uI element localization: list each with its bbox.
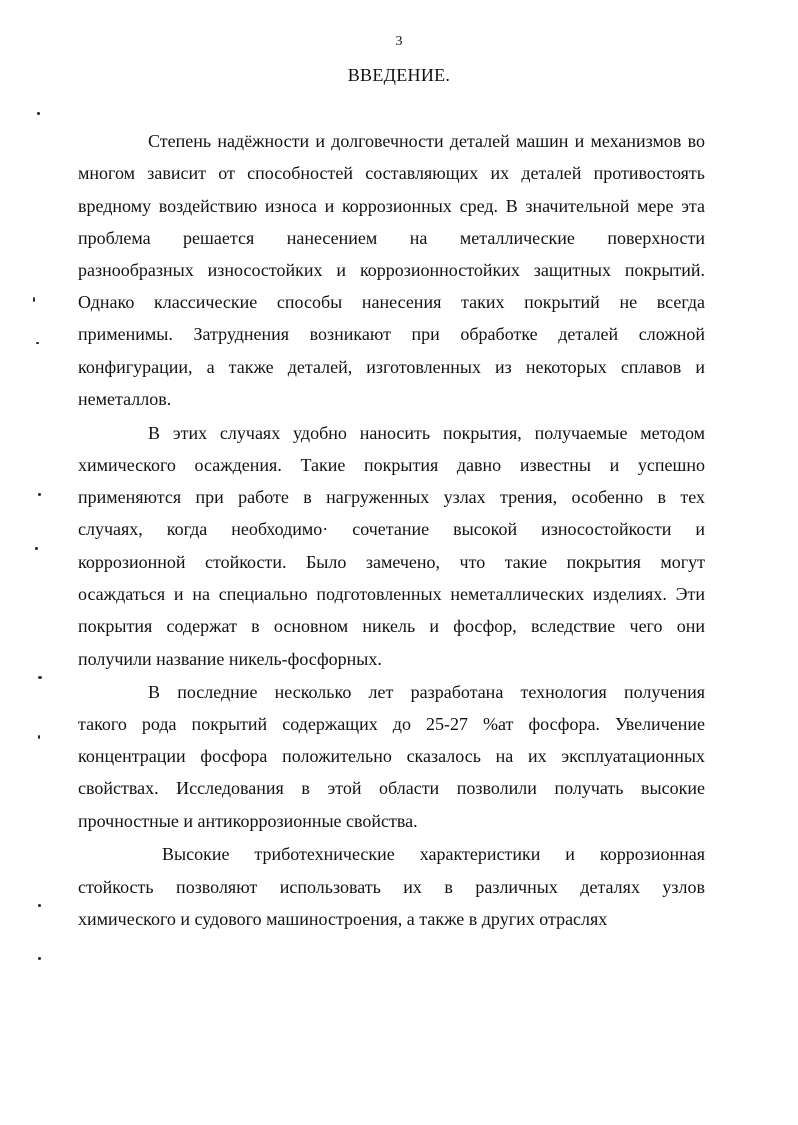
text-line: химического осаждения. Такие покрытия давно известны и успешно bbox=[78, 455, 705, 475]
scan-speck bbox=[38, 735, 40, 739]
text-line: получили название никель-фосфорных. bbox=[78, 649, 382, 669]
text-line: проблема решается нанесением на металлические поверхности bbox=[78, 228, 705, 248]
scan-speck bbox=[37, 112, 40, 115]
text-line: коррозионной стойкости. Было замечено, что такие покрытия могут bbox=[78, 552, 705, 572]
page-title: ВВЕДЕНИЕ. bbox=[347, 65, 451, 85]
text-line: случаях, когда необходимо· сочетание высокой износостойкости и bbox=[78, 519, 705, 539]
scan-speck bbox=[38, 904, 41, 907]
text-line: химического и судового машиностроения, а также в других отраслях bbox=[78, 909, 608, 929]
text-line: применяются при работе в нагруженных узлах трения, особенно в тех bbox=[78, 487, 705, 507]
text-line: Высокие триботехнические характеристики и коррозионная bbox=[162, 844, 705, 864]
text-line: применимы. Затруднения возникают при обработке деталей сложной bbox=[78, 324, 705, 344]
text-line: осаждаться и на специально подготовленных неметаллических изделиях. Эти bbox=[78, 584, 705, 604]
scan-speck bbox=[38, 676, 42, 679]
text-line: такого рода покрытий содержащих до 25-27 %ат фосфора. Увеличение bbox=[78, 714, 705, 734]
text-line: В последние несколько лет разработана технология получения bbox=[148, 682, 705, 702]
text-line: неметаллов. bbox=[78, 389, 172, 409]
text-line: стойкость позволяют использовать их в различных деталях узлов bbox=[78, 877, 705, 897]
text-line: вредному воздействию износа и коррозионных сред. В значительной мере эта bbox=[78, 196, 705, 216]
text-line: свойствах. Исследования в этой области позволили получать высокие bbox=[78, 778, 705, 798]
text-line: прочностные и антикоррозионные свойства. bbox=[78, 811, 418, 831]
text-line: Степень надёжности и долговечности деталей машин и механизмов во bbox=[148, 131, 705, 151]
page-number: 3 bbox=[395, 34, 403, 49]
scan-speck bbox=[38, 957, 41, 960]
scan-speck bbox=[35, 547, 38, 550]
text-line: разнообразных износостойких и коррозионностойких защитных покрытий. bbox=[78, 260, 705, 280]
scan-speck bbox=[38, 493, 41, 496]
text-line: В этих случаях удобно наносить покрытия, получаемые методом bbox=[148, 423, 705, 443]
scan-speck bbox=[33, 297, 35, 302]
text-line: конфигурации, а также деталей, изготовленных из некоторых сплавов и bbox=[78, 357, 705, 377]
scan-speck bbox=[36, 342, 39, 344]
text-line: концентрации фосфора положительно сказалось на их эксплуатационных bbox=[78, 746, 705, 766]
text-line: многом зависит от способностей составляющих их деталей противостоять bbox=[78, 163, 705, 183]
text-line: Однако классические способы нанесения таких покрытий не всегда bbox=[78, 292, 705, 312]
text-line: покрытия содержат в основном никель и фосфор, вследствие чего они bbox=[78, 616, 705, 636]
